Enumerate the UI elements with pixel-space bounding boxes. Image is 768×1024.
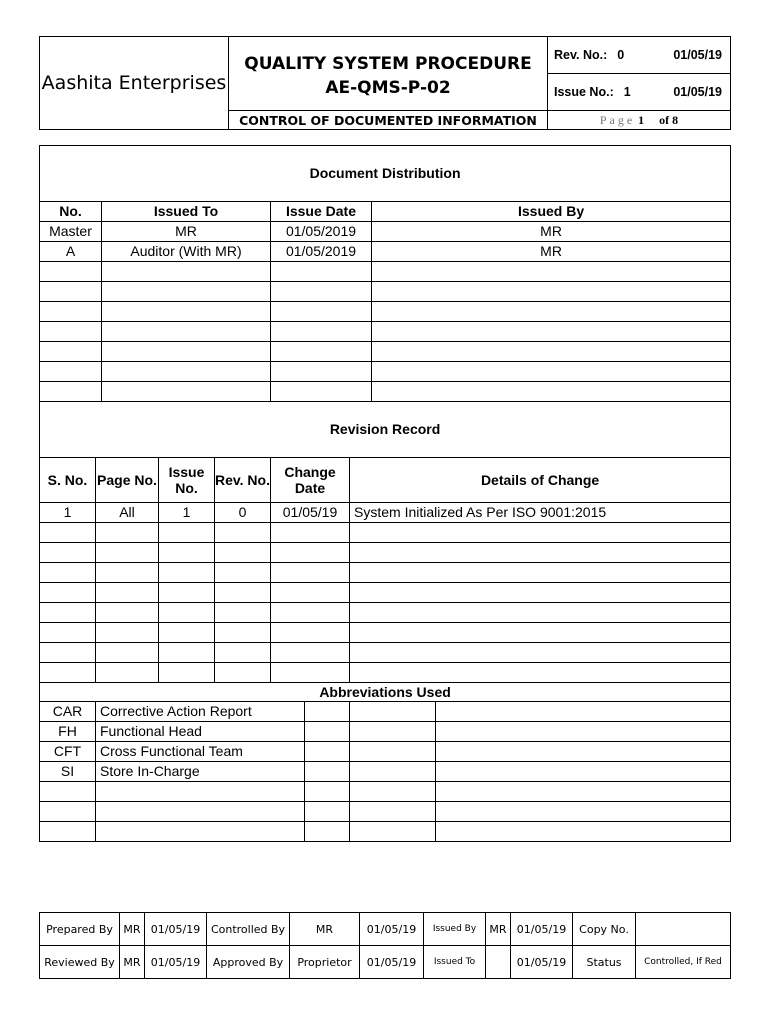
distribution-cell-issue-date bbox=[271, 342, 372, 362]
abbreviation-extra-meaning bbox=[436, 742, 731, 762]
revision-header-s-no: S. No. bbox=[40, 458, 96, 503]
distribution-cell-issue-date: 01/05/2019 bbox=[271, 242, 372, 262]
revision-cell-page-no bbox=[96, 603, 159, 623]
footer-cell: 01/05/19 bbox=[360, 946, 424, 979]
abbreviation-meaning: Functional Head bbox=[96, 722, 305, 742]
revision-number-cell bbox=[548, 37, 731, 74]
revision-cell-change-date bbox=[271, 543, 350, 563]
abbreviation-extra-short bbox=[350, 822, 436, 842]
revision-cell-details bbox=[350, 623, 731, 643]
revision-header-issue-no: Issue No. bbox=[159, 458, 215, 503]
revision-cell-issue-no bbox=[159, 663, 215, 683]
revision-row bbox=[40, 663, 731, 683]
distribution-cell-no bbox=[40, 382, 102, 402]
footer-cell: Issued To bbox=[424, 946, 486, 979]
revision-cell-s-no bbox=[40, 523, 96, 543]
company-name: Aashita Enterprises bbox=[40, 37, 229, 130]
revision-cell-rev-no bbox=[215, 543, 271, 563]
distribution-header-issue-date: Issue Date bbox=[271, 202, 372, 222]
distribution-cell-issued-by: MR bbox=[372, 242, 731, 262]
abbreviation-row bbox=[40, 802, 731, 822]
revision-cell-change-date bbox=[271, 603, 350, 623]
distribution-row bbox=[40, 322, 731, 342]
revision-cell-details bbox=[350, 643, 731, 663]
revision-cell-page-no bbox=[96, 523, 159, 543]
revision-header-details: Details of Change bbox=[350, 458, 731, 503]
distribution-cell-no bbox=[40, 362, 102, 382]
revision-cell-page-no bbox=[96, 543, 159, 563]
revision-cell-rev-no bbox=[215, 623, 271, 643]
abbreviation-code bbox=[40, 782, 96, 802]
footer-cell: Controlled By bbox=[207, 913, 290, 946]
footer-cell: 01/05/19 bbox=[511, 946, 573, 979]
distribution-cell-issue-date: 01/05/2019 bbox=[271, 222, 372, 242]
distribution-cell-issued-to: MR bbox=[102, 222, 271, 242]
distribution-row bbox=[40, 222, 731, 242]
rev-date: 01/05/19 bbox=[673, 48, 722, 62]
distribution-cell-no bbox=[40, 342, 102, 362]
revision-cell-s-no bbox=[40, 543, 96, 563]
distribution-cell-issue-date bbox=[271, 302, 372, 322]
distribution-cell-issue-date bbox=[271, 262, 372, 282]
footer-cell: 01/05/19 bbox=[145, 913, 207, 946]
abbreviation-extra-short bbox=[350, 762, 436, 782]
procedure-title-line1: QUALITY SYSTEM PROCEDURE bbox=[244, 53, 532, 74]
revision-cell-page-no: All bbox=[96, 503, 159, 523]
abbreviation-extra-meaning bbox=[436, 762, 731, 782]
revision-cell-change-date bbox=[271, 583, 350, 603]
abbreviation-extra-code bbox=[305, 822, 350, 842]
abbreviation-extra-meaning bbox=[436, 782, 731, 802]
abbreviation-extra-short bbox=[350, 802, 436, 822]
distribution-cell-issue-date bbox=[271, 382, 372, 402]
distribution-cell-issued-by bbox=[372, 262, 731, 282]
distribution-cell-issued-by: MR bbox=[372, 222, 731, 242]
page-label: Page bbox=[599, 112, 636, 127]
abbreviation-extra-short bbox=[350, 742, 436, 762]
document-header bbox=[39, 36, 731, 130]
revision-row bbox=[40, 563, 731, 583]
distribution-header-no: No. bbox=[40, 202, 102, 222]
revision-cell-issue-no bbox=[159, 643, 215, 663]
revision-row bbox=[40, 603, 731, 623]
revision-row bbox=[40, 503, 731, 523]
distribution-cell-no bbox=[40, 302, 102, 322]
footer-cell bbox=[486, 946, 511, 979]
abbreviation-extra-code bbox=[305, 782, 350, 802]
revision-cell-issue-no bbox=[159, 583, 215, 603]
revision-cell-issue-no: 1 bbox=[159, 503, 215, 523]
distribution-row bbox=[40, 302, 731, 322]
distribution-cell-issued-by bbox=[372, 302, 731, 322]
revision-title-row bbox=[40, 402, 731, 458]
footer-cell: Copy No. bbox=[573, 913, 636, 946]
abbreviation-extra-code bbox=[305, 722, 350, 742]
distribution-cell-issued-by bbox=[372, 382, 731, 402]
revision-cell-change-date bbox=[271, 663, 350, 683]
procedure-code: AE-QMS-P-02 bbox=[325, 77, 451, 98]
revision-cell-page-no bbox=[96, 623, 159, 643]
distribution-header-row bbox=[40, 202, 731, 222]
distribution-cell-issue-date bbox=[271, 322, 372, 342]
distribution-row bbox=[40, 262, 731, 282]
revision-cell-details bbox=[350, 563, 731, 583]
footer-cell: Proprietor bbox=[290, 946, 360, 979]
revision-cell-change-date bbox=[271, 523, 350, 543]
revision-cell-page-no bbox=[96, 563, 159, 583]
revision-cell-s-no bbox=[40, 643, 96, 663]
rev-value: 0 bbox=[617, 48, 625, 62]
revision-cell-change-date bbox=[271, 623, 350, 643]
abbreviation-code: CFT bbox=[40, 742, 96, 762]
distribution-row bbox=[40, 342, 731, 362]
procedure-title bbox=[229, 37, 548, 111]
footer-cell bbox=[636, 913, 731, 946]
revision-cell-details bbox=[350, 523, 731, 543]
revision-cell-s-no bbox=[40, 663, 96, 683]
revision-header-change-date: Change Date bbox=[271, 458, 350, 503]
page-of: of bbox=[659, 112, 670, 127]
footer-cell: Issued By bbox=[424, 913, 486, 946]
distribution-cell-issued-to bbox=[102, 362, 271, 382]
abbreviation-meaning bbox=[96, 782, 305, 802]
abbreviation-meaning: Cross Functional Team bbox=[96, 742, 305, 762]
distribution-title: Document Distribution bbox=[40, 146, 731, 202]
footer-row2 bbox=[40, 946, 731, 979]
distribution-cell-no bbox=[40, 262, 102, 282]
abbreviation-extra-short bbox=[350, 722, 436, 742]
revision-cell-details bbox=[350, 663, 731, 683]
footer-cell: MR bbox=[120, 913, 145, 946]
page-total: 8 bbox=[672, 112, 679, 127]
distribution-cell-issued-by bbox=[372, 322, 731, 342]
distribution-header-issued-to: Issued To bbox=[102, 202, 271, 222]
revision-cell-issue-no bbox=[159, 523, 215, 543]
abbreviation-extra-code bbox=[305, 762, 350, 782]
abbreviation-extra-code bbox=[305, 702, 350, 722]
abbreviation-extra-short bbox=[350, 702, 436, 722]
issue-number-cell bbox=[548, 74, 731, 111]
abbreviations-title-row bbox=[40, 683, 731, 702]
page-number-cell bbox=[548, 111, 731, 130]
distribution-cell-issued-to bbox=[102, 342, 271, 362]
revision-cell-s-no bbox=[40, 603, 96, 623]
revision-cell-rev-no bbox=[215, 563, 271, 583]
footer-cell: Prepared By bbox=[40, 913, 120, 946]
revision-cell-change-date: 01/05/19 bbox=[271, 503, 350, 523]
distribution-cell-issued-to bbox=[102, 322, 271, 342]
page-current: 1 bbox=[638, 112, 645, 127]
abbreviation-extra-short bbox=[350, 782, 436, 802]
distribution-cell-issued-to bbox=[102, 302, 271, 322]
revision-row bbox=[40, 583, 731, 603]
distribution-title-row bbox=[40, 146, 731, 202]
revision-cell-rev-no: 0 bbox=[215, 503, 271, 523]
abbreviation-meaning: Corrective Action Report bbox=[96, 702, 305, 722]
approval-footer bbox=[39, 912, 731, 979]
distribution-cell-no: A bbox=[40, 242, 102, 262]
distribution-row bbox=[40, 362, 731, 382]
revision-cell-details bbox=[350, 603, 731, 623]
abbreviation-extra-meaning bbox=[436, 802, 731, 822]
abbreviation-meaning bbox=[96, 802, 305, 822]
revision-cell-page-no bbox=[96, 583, 159, 603]
revision-header-page-no: Page No. bbox=[96, 458, 159, 503]
revision-title: Revision Record bbox=[40, 402, 731, 458]
abbreviation-extra-code bbox=[305, 802, 350, 822]
abbreviation-meaning: Store In-Charge bbox=[96, 762, 305, 782]
abbreviation-extra-code bbox=[305, 742, 350, 762]
revision-row bbox=[40, 543, 731, 563]
distribution-cell-no bbox=[40, 322, 102, 342]
revision-cell-s-no bbox=[40, 563, 96, 583]
distribution-cell-issued-by bbox=[372, 282, 731, 302]
footer-cell: Reviewed By bbox=[40, 946, 120, 979]
distribution-row bbox=[40, 282, 731, 302]
revision-cell-change-date bbox=[271, 563, 350, 583]
abbreviation-extra-meaning bbox=[436, 722, 731, 742]
footer-cell: MR bbox=[290, 913, 360, 946]
abbreviation-row bbox=[40, 742, 731, 762]
revision-cell-rev-no bbox=[215, 643, 271, 663]
revision-row bbox=[40, 643, 731, 663]
revision-cell-rev-no bbox=[215, 583, 271, 603]
issue-value: 1 bbox=[623, 85, 631, 99]
distribution-row bbox=[40, 382, 731, 402]
abbreviations-title: Abbreviations Used bbox=[40, 683, 731, 702]
footer-cell: Approved By bbox=[207, 946, 290, 979]
distribution-cell-issued-by bbox=[372, 362, 731, 382]
document-subtitle: CONTROL OF DOCUMENTED INFORMATION bbox=[229, 111, 548, 130]
revision-cell-details: System Initialized As Per ISO 9001:2015 bbox=[350, 503, 731, 523]
footer-cell: Status bbox=[573, 946, 636, 979]
rev-label: Rev. No.: bbox=[554, 48, 608, 62]
revision-cell-rev-no bbox=[215, 603, 271, 623]
distribution-cell-issued-by bbox=[372, 342, 731, 362]
footer-row1 bbox=[40, 913, 731, 946]
issue-date: 01/05/19 bbox=[673, 85, 722, 99]
distribution-cell-issued-to bbox=[102, 282, 271, 302]
abbreviation-extra-meaning bbox=[436, 822, 731, 842]
distribution-cell-no bbox=[40, 282, 102, 302]
distribution-cell-issued-to bbox=[102, 262, 271, 282]
document-body-table bbox=[39, 145, 731, 842]
distribution-cell-issue-date bbox=[271, 282, 372, 302]
footer-cell: MR bbox=[486, 913, 511, 946]
footer-cell: 01/05/19 bbox=[145, 946, 207, 979]
distribution-cell-no: Master bbox=[40, 222, 102, 242]
distribution-row bbox=[40, 242, 731, 262]
distribution-header-issued-by: Issued By bbox=[372, 202, 731, 222]
revision-cell-issue-no bbox=[159, 623, 215, 643]
abbreviation-row bbox=[40, 762, 731, 782]
revision-cell-rev-no bbox=[215, 663, 271, 683]
footer-cell: 01/05/19 bbox=[360, 913, 424, 946]
revision-cell-details bbox=[350, 543, 731, 563]
distribution-cell-issued-to: Auditor (With MR) bbox=[102, 242, 271, 262]
revision-cell-s-no bbox=[40, 583, 96, 603]
revision-header-rev-no: Rev. No. bbox=[215, 458, 271, 503]
abbreviation-extra-meaning bbox=[436, 702, 731, 722]
revision-cell-details bbox=[350, 583, 731, 603]
abbreviation-row bbox=[40, 822, 731, 842]
footer-cell: 01/05/19 bbox=[511, 913, 573, 946]
abbreviation-code bbox=[40, 802, 96, 822]
revision-cell-issue-no bbox=[159, 543, 215, 563]
revision-cell-rev-no bbox=[215, 523, 271, 543]
abbreviation-row bbox=[40, 782, 731, 802]
revision-cell-issue-no bbox=[159, 603, 215, 623]
revision-cell-s-no: 1 bbox=[40, 503, 96, 523]
abbreviation-code bbox=[40, 822, 96, 842]
revision-cell-page-no bbox=[96, 643, 159, 663]
revision-cell-s-no bbox=[40, 623, 96, 643]
distribution-cell-issue-date bbox=[271, 362, 372, 382]
abbreviation-code: CAR bbox=[40, 702, 96, 722]
abbreviation-meaning bbox=[96, 822, 305, 842]
revision-cell-issue-no bbox=[159, 563, 215, 583]
footer-cell: Controlled, If Red bbox=[636, 946, 731, 979]
abbreviation-row bbox=[40, 722, 731, 742]
abbreviation-code: SI bbox=[40, 762, 96, 782]
distribution-cell-issued-to bbox=[102, 382, 271, 402]
revision-cell-change-date bbox=[271, 643, 350, 663]
issue-label: Issue No.: bbox=[554, 85, 614, 99]
revision-row bbox=[40, 523, 731, 543]
abbreviation-code: FH bbox=[40, 722, 96, 742]
revision-header-row bbox=[40, 458, 731, 503]
revision-row bbox=[40, 623, 731, 643]
abbreviation-row bbox=[40, 702, 731, 722]
revision-cell-page-no bbox=[96, 663, 159, 683]
footer-cell: MR bbox=[120, 946, 145, 979]
